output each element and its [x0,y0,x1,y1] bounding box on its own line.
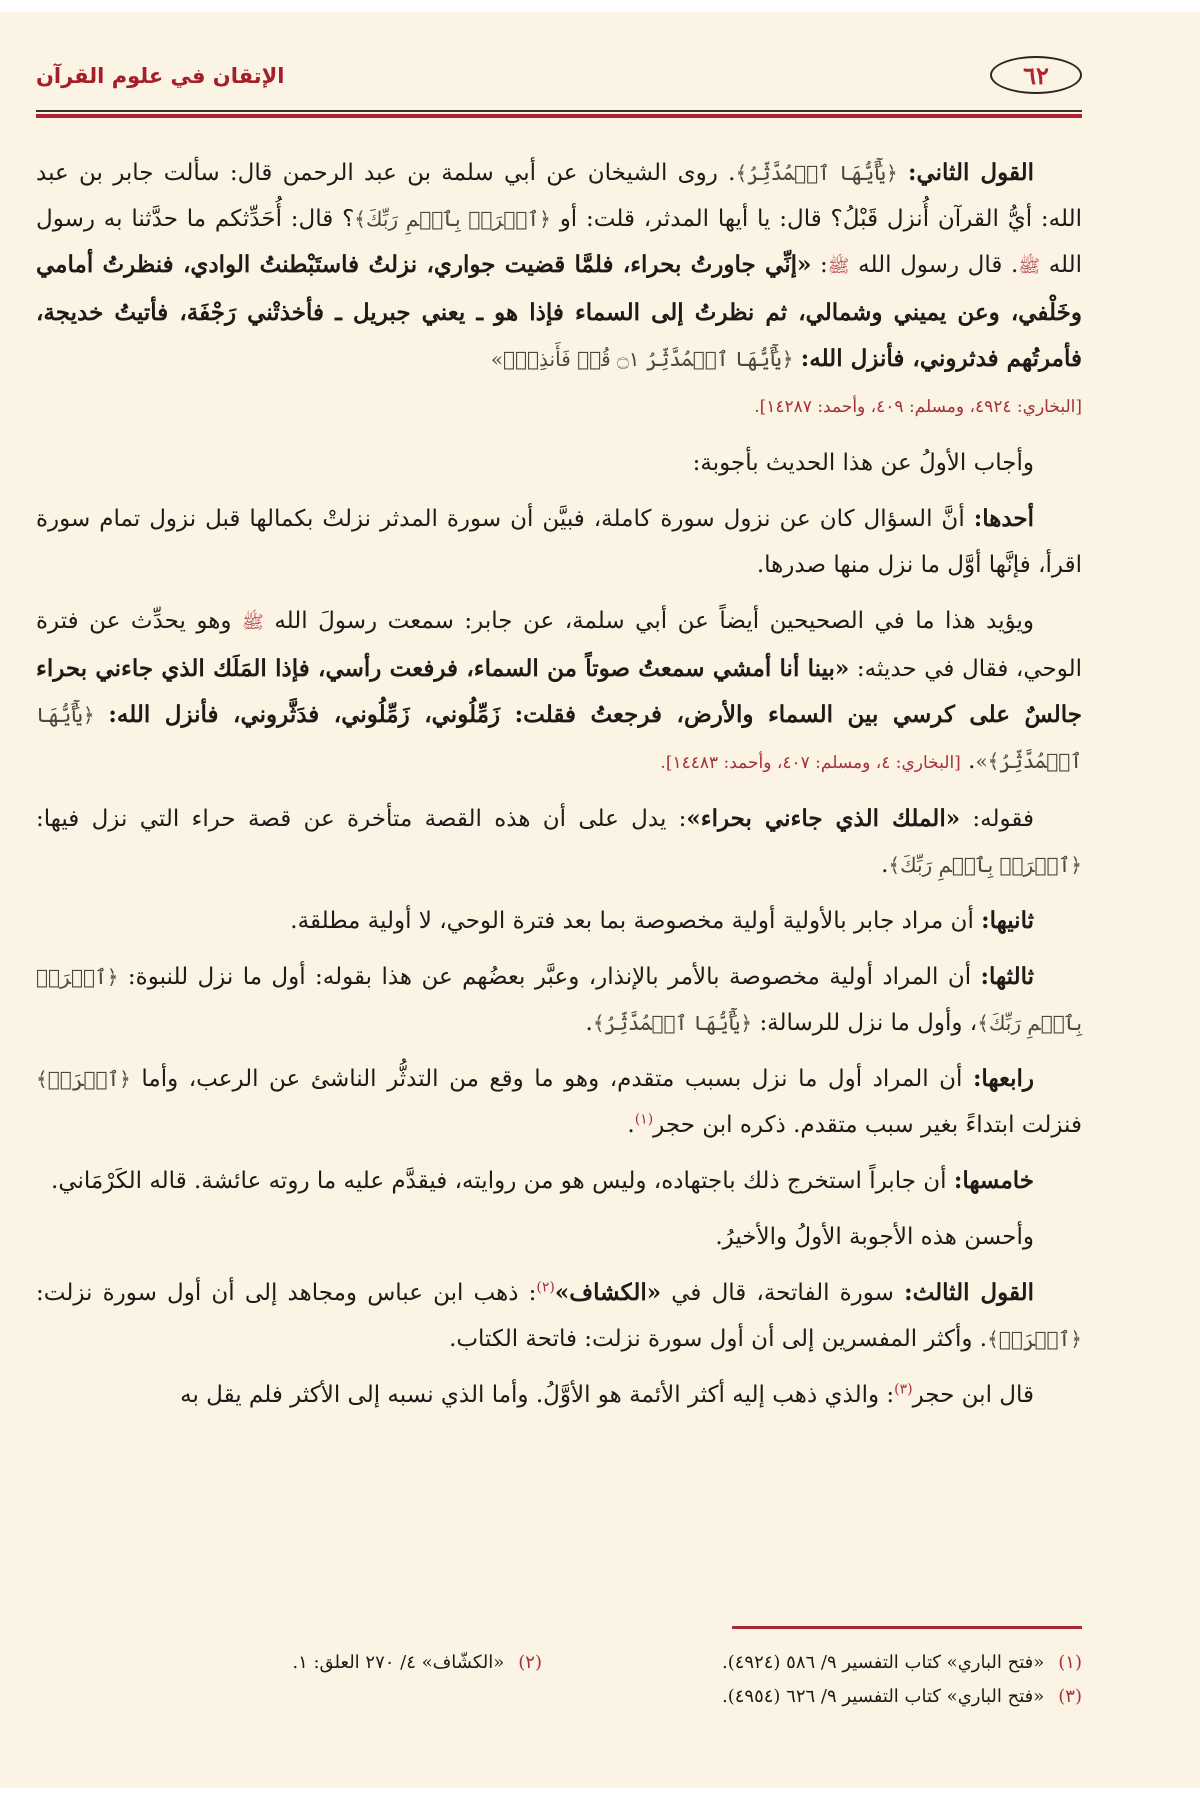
hadith-quote: «بينا أنا أمشي سمعتُ صوتاً من السماء، فرفعت رأسي، فإذا المَلَك الذي جاءني بحراء جالسٌ على كرسي بين السماء والأرض، فرجعتُ فقلت: زَمِّلُوني، زَمِّلُوني، فدَثَّروني، فأنزل الله: [36,655,1082,728]
text-run: . روى الشيخان عن أبي سلمة بن عبد الرحمن قال: سألت جابر بن عبد الله: أيُّ القرآن أُنزل قَبْلُ؟ قال: يا أيها المدثر، قلت: أو [36,160,1082,232]
quran-verse: ﴿يَٰٓأَيُّهَا ٱلۡمُدَّثِّرُ ۝١ قُمۡ فَأَنذِرۡ﴾» [490,347,794,371]
quran-verse: ﴿يَٰٓأَيُّهَا ٱلۡمُدَّثِّرُ﴾» [36,703,1082,773]
text-run: وهو يحدِّث عن فترة الوحي، فقال في حديثه: [36,608,1083,682]
footnote-2 [292,1646,542,1680]
text-run: قال ابن حجر [912,1382,1034,1408]
hadith-citation: [البخاري: ٤٩٢٤، ومسلم: ٤٠٩، وأحمد: ١٤٢٨٧]. [754,397,1082,417]
salawat-glyph: ﷺ [827,256,850,277]
text-run: . وأكثر المفسرين إلى أن أول سورة نزلت: فاتحة الكتاب. [449,1326,988,1352]
salawat-glyph: ﷺ [1018,256,1041,277]
text-run: فقوله: [972,806,1035,832]
footnote-row [36,1646,1082,1680]
paragraph-answers-intro [36,440,1082,486]
lead-term: القول الثاني: [907,159,1034,186]
page-header [36,56,1082,100]
text-run: : والذي ذهب إليه أكثر الأئمة هو الأوَّلُ. وأما الذي نسبه إلى الأكثر فلم يقل به [180,1382,895,1408]
text-run: : يدل على أن هذه القصة متأخرة عن قصة حراء التي نزل فيها: [36,806,687,832]
paragraph-second-opinion [36,150,1082,430]
text-run: وأحسن هذه الأجوبة الأولُ والأخيرُ. [715,1224,1034,1250]
lead-term: ثالثها: [980,963,1034,990]
lead-term: رابعها: [972,1065,1035,1092]
footnote-number: (٢) [518,1652,542,1673]
lead-term: ثانيها: [981,907,1034,934]
paragraph-ibn-hajar [36,1372,1082,1418]
text-run: أن المراد أولية مخصوصة بالأمر بالإنذار، وعبَّر بعضُهم عن هذا بقوله: أول ما نزل للنبوة: [127,964,972,990]
quran-verse: ﴿ٱقۡرَأۡ بِٱسۡمِ رَبِّكَ﴾ [888,853,1082,877]
footnote-text: «فتح الباري» كتاب التفسير ٩/ ٥٨٦ (٤٩٢٤). [721,1652,1045,1673]
hadith-quote: «إنِّي جاورتُ بحراء، فلمَّا قضيت جواري، نزلتُ فاستَبْطنتُ الوادي، فنظرتُ أمامي وخَلْفي، وعن يميني وشمالي، ثم نظرتُ إلى السماء فإذا هو ـ يعني جبريل ـ فأخذتْني رَجْفَة، فأتيتُ خديجة، فأمرتُهم فدثروني، فأنزل الله: [36,251,1082,372]
footnote-ref-2[interactable]: (٢) [536,1279,555,1296]
text-run: ، وأول ما نزل للرسالة: [759,1010,978,1036]
text-run: ؟ قال: أُحَدِّثكم ما حدَّثنا به رسول الله [36,206,1083,278]
hadith-citation: [البخاري: ٤، ومسلم: ٤٠٧، وأحمد: ١٤٤٨٣]. [660,753,961,773]
paragraph-answer-1 [36,496,1082,588]
running-title: الإتقان في علوم القرآن [36,64,285,88]
quran-verse: ﴿ٱقۡرَأۡ بِٱسۡمِ رَبِّكَ﴾ [36,965,1082,1035]
text-run: فنزلت ابتداءً بغير سبب متقدم. ذكره ابن حجر [653,1112,1082,1138]
text-run: أنَّ السؤال كان عن نزول سورة كاملة، فبيَّن أن سورة المدثر نزلتْ بكمالها قبل نزول تمام سورة اقرأ، فإنَّها أوَّل ما نزل منها صدرها. [36,506,1082,578]
paragraph-answer-2 [36,898,1082,944]
footnote-number: (١) [1058,1652,1082,1673]
footnote-separator [732,1626,1082,1629]
text-run: أن جابراً استخرج ذلك باجتهاده، وليس هو من روايته، فيقدَّم عليه ما روته عائشة. قاله الكَرْمَاني. [51,1168,947,1194]
paragraph-answer-3 [36,954,1082,1046]
text-run: : [820,252,828,278]
page-number: ٦٢ [1023,60,1049,90]
text-run: . [881,852,889,878]
text-run: أن مراد جابر بالأولية أولية مخصوصة بما بعد فترة الوحي، لا أولية مطلقة. [290,908,974,934]
book-page [0,12,1200,1788]
lead-term: أحدها: [973,505,1035,532]
footnote-3 [722,1680,1082,1714]
main-text [36,150,1082,1428]
salawat-glyph: ﷺ [242,612,264,633]
paragraph-supporting-hadith [36,598,1082,786]
quran-verse: ﴿يَٰٓأَيُّهَا ٱلۡمُدَّثِّرُ﴾ [592,1011,753,1035]
quran-verse: ﴿ٱقۡرَأۡ﴾ [987,1327,1082,1351]
hadith-quote: «الملك الذي جاءني بحراء» [686,805,961,832]
text-run: وأجاب الأولُ عن هذا الحديث بأجوبة: [692,450,1034,476]
footnote-text: «الكشّاف» ٤/ ٢٧٠ العلق: ١. [292,1652,505,1673]
header-rule [36,110,1082,118]
header-rule-thick [36,114,1082,118]
footnote-ref-1[interactable]: (١) [634,1111,654,1128]
text-run: . [627,1112,635,1138]
lead-term: خامسها: [953,1167,1034,1194]
footnote-row [36,1680,1082,1714]
quran-verse: ﴿ٱقۡرَأۡ﴾ [36,1067,131,1091]
quran-verse: ﴿ٱقۡرَأۡ بِٱسۡمِ رَبِّكَ﴾ [354,207,551,231]
footnote-ref-3[interactable]: (٣) [894,1381,913,1398]
footnote-1 [542,1646,1082,1680]
lead-term: القول الثالث: [904,1279,1034,1306]
paragraph-best-answers [36,1214,1082,1260]
text-run: : ذهب ابن عباس ومجاهد إلى أن أول سورة نزلت: [36,1280,537,1306]
paragraph-answer-4 [36,1056,1082,1148]
text-run: . [585,1010,593,1036]
footnote-number: (٣) [1058,1686,1082,1707]
book-title: «الكشاف» [554,1279,662,1306]
text-run: سورة الفاتحة، قال في [671,1280,894,1306]
text-run: أن المراد أول ما نزل بسبب متقدم، وهو ما وقع من التدثُّر الناشئ عن الرعب، وأما [141,1066,963,1092]
paragraph-answer-5 [36,1158,1082,1204]
text-run: ويؤيد هذا ما في الصحيحين أيضاً عن أبي سلمة، عن جابر: سمعت رسولَ الله [274,608,1035,634]
paragraph-third-opinion [36,1270,1082,1362]
page-number-badge [990,56,1082,94]
footnote-text: «فتح الباري» كتاب التفسير ٩/ ٦٢٦ (٤٩٥٤). [721,1686,1045,1707]
paragraph-inference [36,796,1082,888]
quran-verse: ﴿يَٰٓأَيُّهَا ٱلۡمُدَّثِّرُ﴾ [735,161,898,185]
text-run: . قال رسول الله [858,252,1019,278]
footnotes [36,1646,1082,1714]
text-run: . [968,748,976,774]
